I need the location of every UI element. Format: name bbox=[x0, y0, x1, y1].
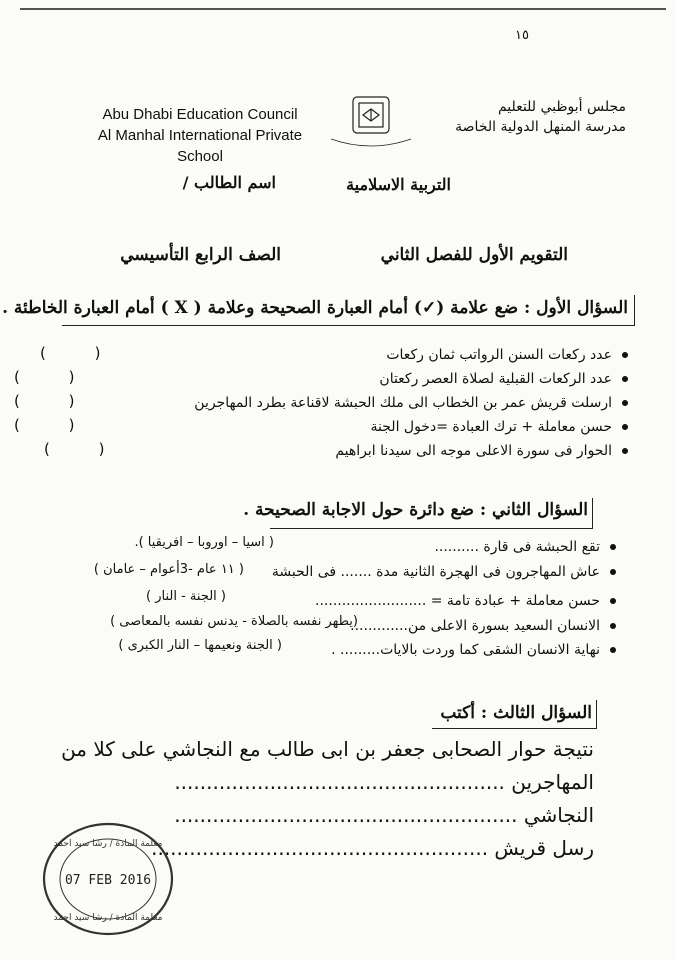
bullet-icon bbox=[610, 544, 616, 550]
header-english-line-1: Abu Dhabi Education Council bbox=[102, 106, 298, 123]
bullet-icon bbox=[610, 647, 616, 653]
q1-item-4: حسن معاملة + ترك العبادة =دخول الجنة bbox=[371, 415, 628, 439]
stamp-date: 07 FEB 2016 bbox=[64, 873, 152, 888]
q2-options-1[interactable]: ( اسيا – اوروبا – افريقيا ). bbox=[134, 535, 274, 550]
student-name-label: اسم الطالب / bbox=[182, 173, 276, 192]
top-border bbox=[20, 8, 666, 10]
q1-item-2: عدد الركعات القبلية لصلاة العصر ركعتان bbox=[379, 367, 628, 391]
header-arabic-line-2: مدرسة المنهل الدولية الخاصة bbox=[455, 119, 626, 135]
stamp-teacher-text-bottom: معلمة المادة / رشا سيد احمد bbox=[53, 913, 163, 923]
stamp-teacher-text-top: معلمة المادة / رشا سيد احمد bbox=[53, 839, 163, 849]
q2-item-4: الانسان السعيد بسورة الاعلى من............. bbox=[350, 614, 616, 638]
q2-options-3[interactable]: ( الجنة - النار ) bbox=[146, 589, 226, 604]
header-arabic-line-1: مجلس أبوظبي للتعليم bbox=[497, 99, 626, 115]
q3-prompt: نتيجة حوار الصحابى جعفر بن ابى طالب مع النجاشي على كلا من bbox=[61, 737, 594, 761]
exam-title: التقويم الأول للفصل الثاني bbox=[380, 245, 568, 265]
page-number: ١٥ bbox=[515, 28, 529, 43]
q2-options-2[interactable]: ( ١١ عام -3أعوام – عامان ) bbox=[93, 562, 244, 577]
school-logo bbox=[323, 93, 419, 149]
bullet-icon bbox=[610, 623, 616, 629]
teacher-date-stamp bbox=[40, 820, 176, 938]
q1-title: السؤال الأول : ضع علامة (✓) أمام العبارة الصحيحة وعلامة ( X ) أمام العبارة الخاطئة . bbox=[2, 298, 628, 318]
answer-blank-3[interactable]: ( ) bbox=[14, 392, 97, 410]
header-english-line-2: Al Manhal International Private School bbox=[97, 127, 303, 165]
bullet-icon bbox=[622, 376, 628, 382]
bullet-icon bbox=[622, 400, 628, 406]
q2-item-2: عاش المهاجرون فى الهجرة الثانية مدة ....... فى الحبشة bbox=[272, 560, 616, 584]
q2-options-4[interactable]: (يطهر نفسه بالصلاة - يدنس نفسه بالمعاصى ) bbox=[110, 614, 358, 629]
bullet-icon bbox=[610, 569, 616, 575]
subject-title: التربية الاسلامية bbox=[346, 175, 451, 194]
q2-item-3: حسن معاملة + عبادة تامة = ......................... bbox=[315, 589, 616, 613]
grade-label: الصف الرابع التأسيسي bbox=[120, 245, 281, 265]
q2-item-1: تقع الحبشة فى قارة .......... bbox=[434, 535, 616, 559]
q3-line-quraysh[interactable]: رسل قريش ..................................................... bbox=[151, 836, 594, 860]
q1-item-1: عدد ركعات السنن الرواتب ثمان ركعات bbox=[386, 343, 628, 367]
answer-blank-5[interactable]: ( ) bbox=[44, 440, 127, 458]
q1-item-3: ارسلت قريش عمر بن الخطاب الى ملك الحبشة لاقناعة بطرد المهاجرين bbox=[194, 391, 628, 415]
answer-blank-2[interactable]: ( ) bbox=[14, 368, 97, 386]
q2-title: السؤال الثاني : ضع دائرة حول الاجابة الصحيحة . bbox=[243, 500, 588, 520]
bullet-icon bbox=[610, 598, 616, 604]
bullet-icon bbox=[622, 352, 628, 358]
q2-options-5[interactable]: ( الجنة ونعيمها – النار الكبرى ) bbox=[118, 638, 282, 653]
q3-line-najashi[interactable]: النجاشي ...................................................... bbox=[174, 803, 594, 827]
bullet-icon bbox=[622, 448, 628, 454]
q3-line-muhajirin[interactable]: المهاجرين .................................................... bbox=[174, 770, 594, 794]
q1-item-5: الحوار فى سورة الاعلى موجه الى سيدنا ابراهيم bbox=[335, 439, 628, 463]
answer-blank-4[interactable]: ( ) bbox=[14, 416, 97, 434]
answer-blank-1[interactable]: ( ) bbox=[40, 344, 123, 362]
q3-title: السؤال الثالث : أكتب bbox=[440, 703, 592, 723]
q2-item-5: نهاية الانسان الشقى كما وردت بالايات......... . bbox=[331, 638, 616, 662]
bullet-icon bbox=[622, 424, 628, 430]
